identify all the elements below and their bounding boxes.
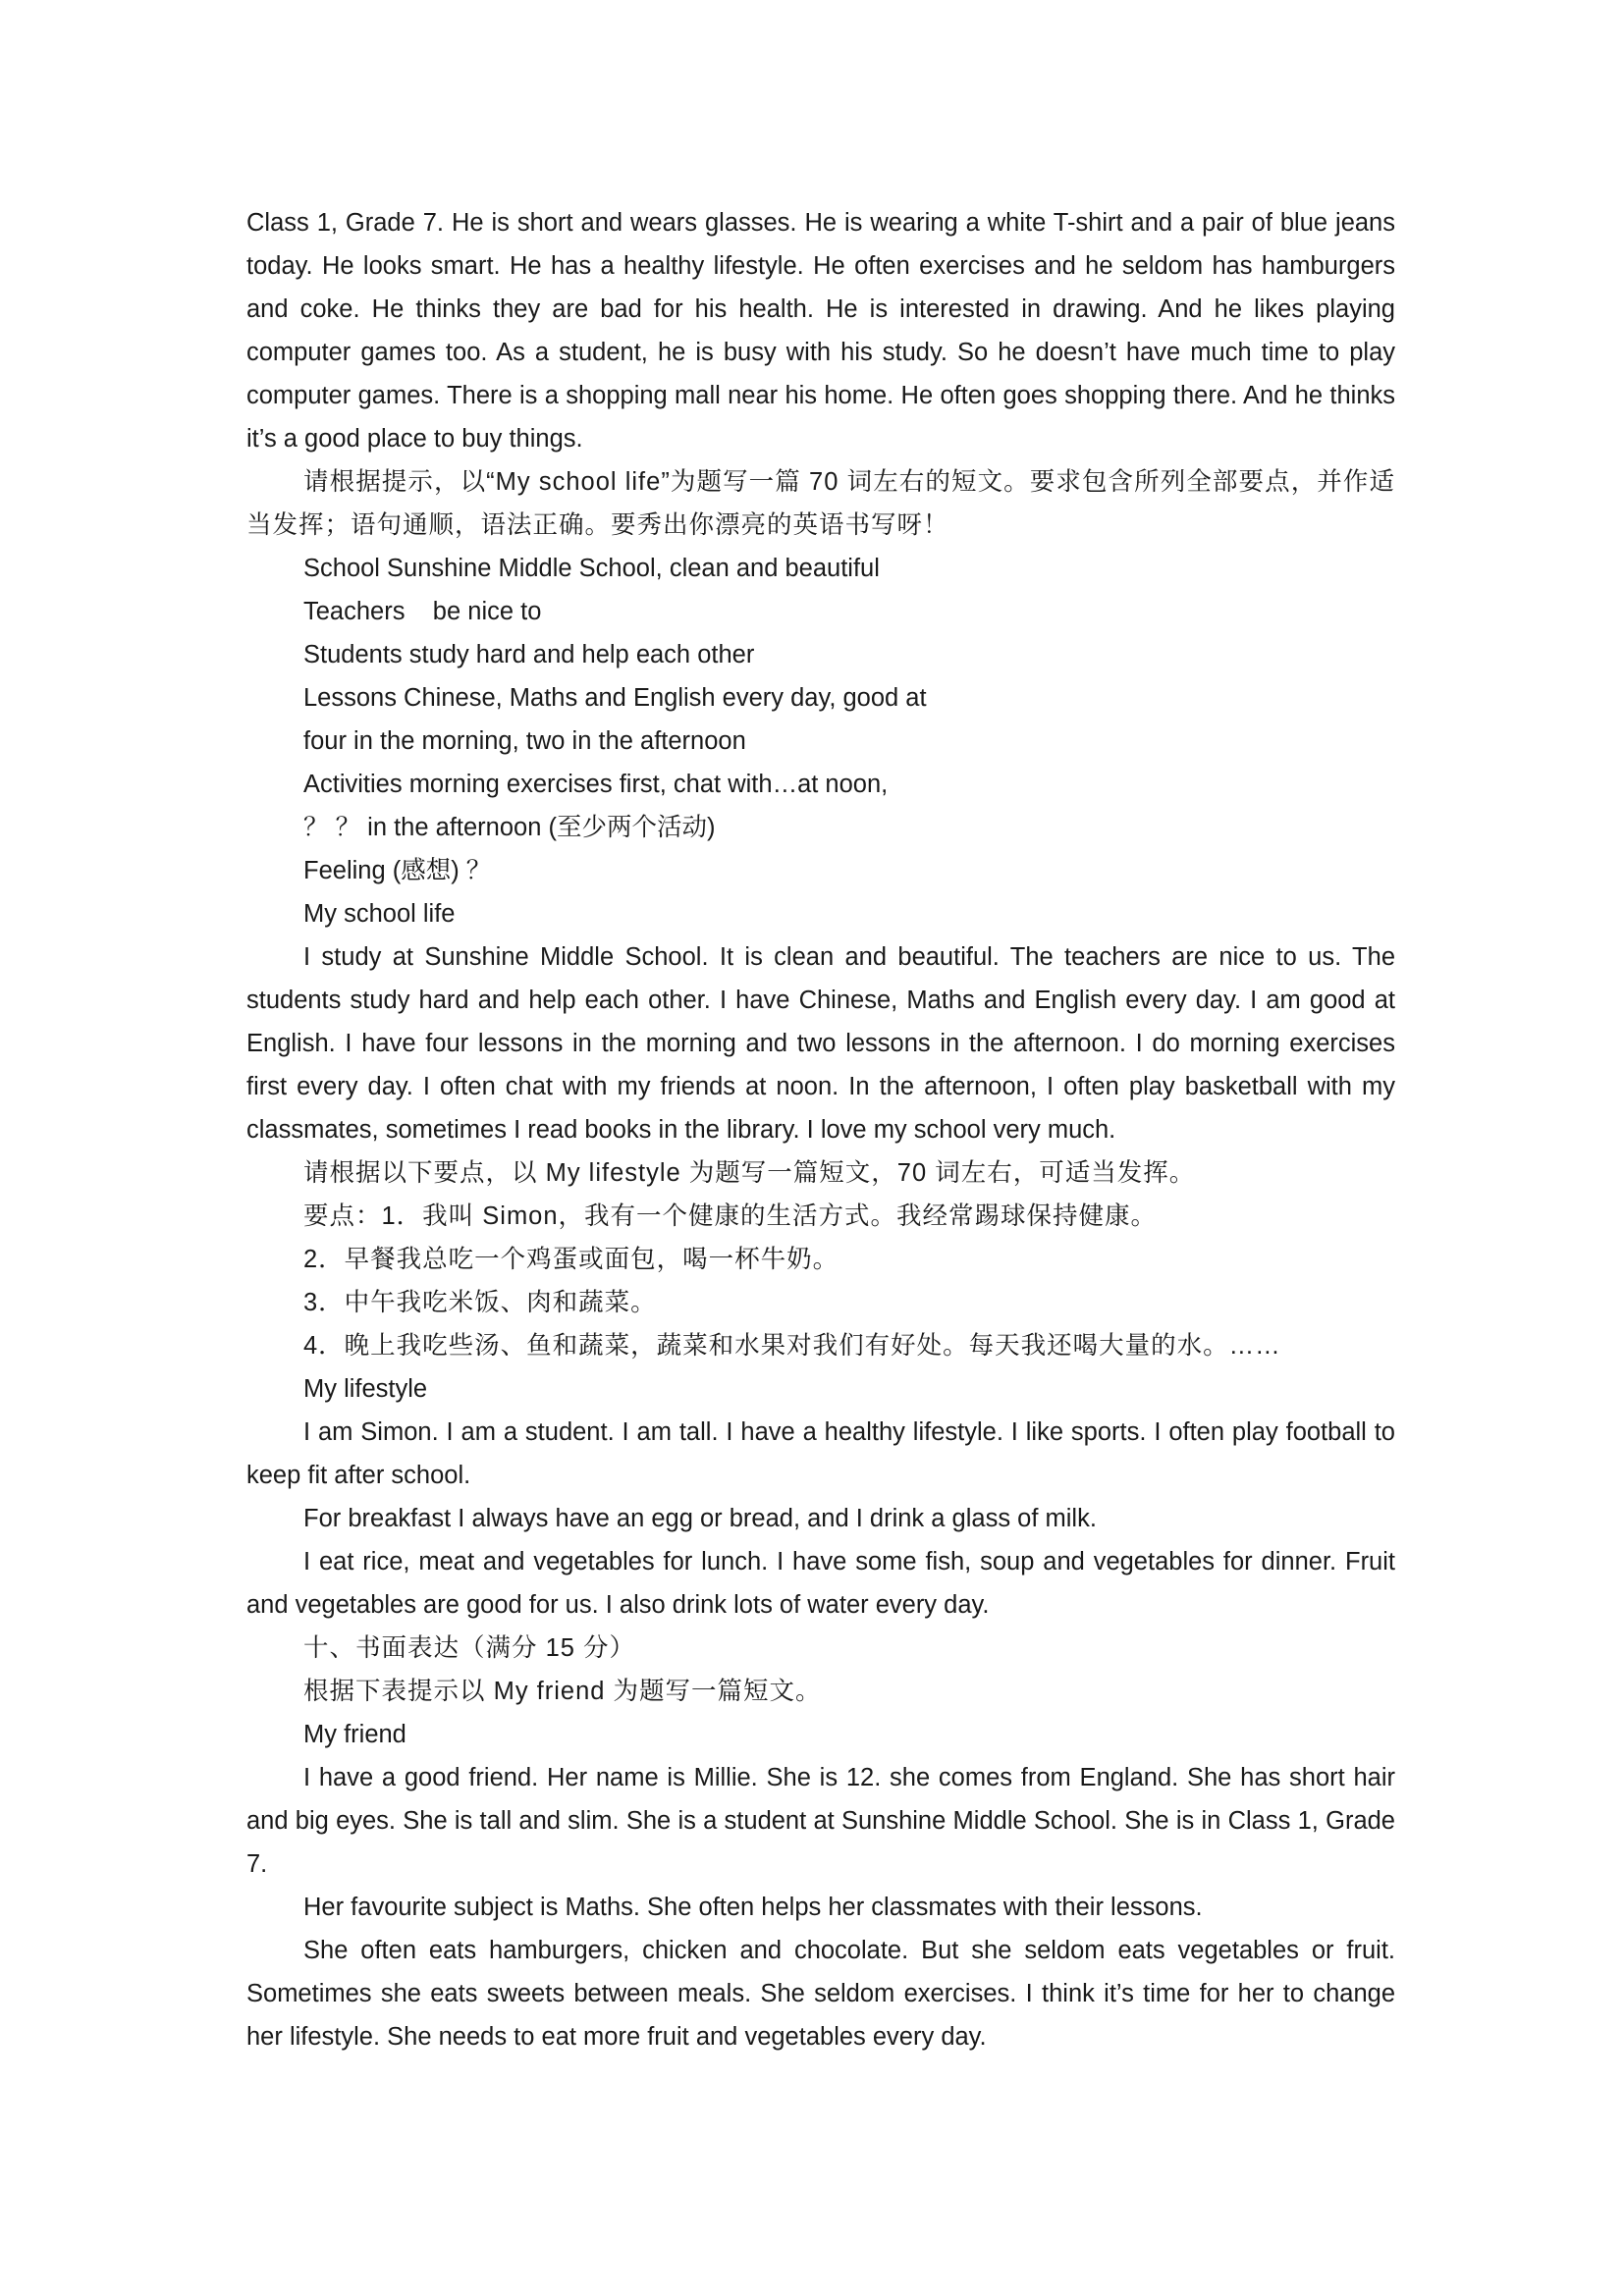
page-content [246,201,1395,2058]
section-heading: 十、书面表达（满分 15 分） [303,1634,636,1662]
outline-item: Lessons Chinese, Maths and English every day, good at [303,684,927,712]
essay-title: My lifestyle [303,1375,428,1403]
essay-paragraph: I eat rice, meat and vegetables for lunch. I have some fish, soup and vegetables for dinner. Fruit and vegetables are good for us. I also drink lots of water every day. [246,1548,1395,1619]
passage-paragraph: Class 1, Grade 7. He is short and wears glasses. He is wearing a white T-shirt and a pair of blue jeans today. He looks smart. He has a healthy lifestyle. He often exercises and he seldom has hamburgers and coke. He thinks they are bad for his health. He is interested in drawing. And he likes playing computer games too. As a student, he is busy with his study. So he doesn’t have much time to play computer games. There is a shopping mall near his home. He often goes shopping there. And he thinks it’s a good place to buy things. [246,209,1395,453]
key-point: 3．中午我吃米饭、肉和蔬菜。 [303,1289,657,1316]
essay-paragraph: I study at Sunshine Middle School. It is clean and beautiful. The teachers are nice to us. The students study hard and help each other. I have Chinese, Maths and English every day. I am good at English. I have four lessons in the morning and two lessons in the afternoon. I do morning exercises first every day. I often chat with my friends at noon. In the afternoon, I often play basketball with my classmates, sometimes I read books in the library. I love my school very much. [246,943,1395,1144]
key-point: 4．晚上我吃些汤、鱼和蔬菜，蔬菜和水果对我们有好处。每天我还喝大量的水。…… [303,1332,1281,1360]
outline-item: four in the morning, two in the afternoon [303,727,746,755]
essay-title: My school life [303,900,456,928]
outline-item: Teachers be nice to [303,598,542,625]
task-instruction: 根据下表提示以 My friend 为题写一篇短文。 [303,1678,822,1705]
essay-paragraph: I have a good friend. Her name is Millie. She is 12. she comes from England. She has short hair and big eyes. She is tall and slim. She is a student at Sunshine Middle School. She is in Class 1, Grade 7. [246,1764,1395,1878]
task-instruction: 请根据提示，以“My school life”为题写一篇 70 词左右的短文。要求包含所列全部要点，并作适当发挥；语句通顺，语法正确。要秀出你漂亮的英语书写呀！ [246,468,1395,539]
essay-paragraph: For breakfast I always have an egg or bread, and I drink a glass of milk. [303,1505,1097,1532]
essay-paragraph: I am Simon. I am a student. I am tall. I have a healthy lifestyle. I like sports. I often play football to keep fit after school. [246,1418,1395,1489]
essay-paragraph: Her favourite subject is Maths. She often helps her classmates with their lessons. [303,1894,1203,1921]
outline-item: Feeling (感想) ？ [303,857,492,884]
task-instruction: 请根据以下要点，以 My lifestyle 为题写一篇短文，70 词左右，可适当发挥。 [303,1159,1196,1187]
essay-paragraph: She often eats hamburgers, chicken and chocolate. But she seldom eats vegetables or fruit. Sometimes she eats sweets between meals. She seldom exercises. I think it’s time for her to change her lifestyle. She needs to eat more fruit and vegetables every day. [246,1937,1395,2051]
outline-item: School Sunshine Middle School, clean and beautiful [303,555,880,582]
key-point: 2．早餐我总吃一个鸡蛋或面包，喝一杯牛奶。 [303,1246,839,1273]
outline-item: Students study hard and help each other [303,641,755,668]
essay-title: My friend [303,1721,406,1748]
outline-item: Activities morning exercises first, chat with…at noon, [303,771,889,798]
key-point: 要点：1．我叫 Simon，我有一个健康的生活方式。我经常踢球保持健康。 [303,1202,1158,1230]
outline-item: ？ ？ in the afternoon (至少两个活动) [303,814,716,841]
